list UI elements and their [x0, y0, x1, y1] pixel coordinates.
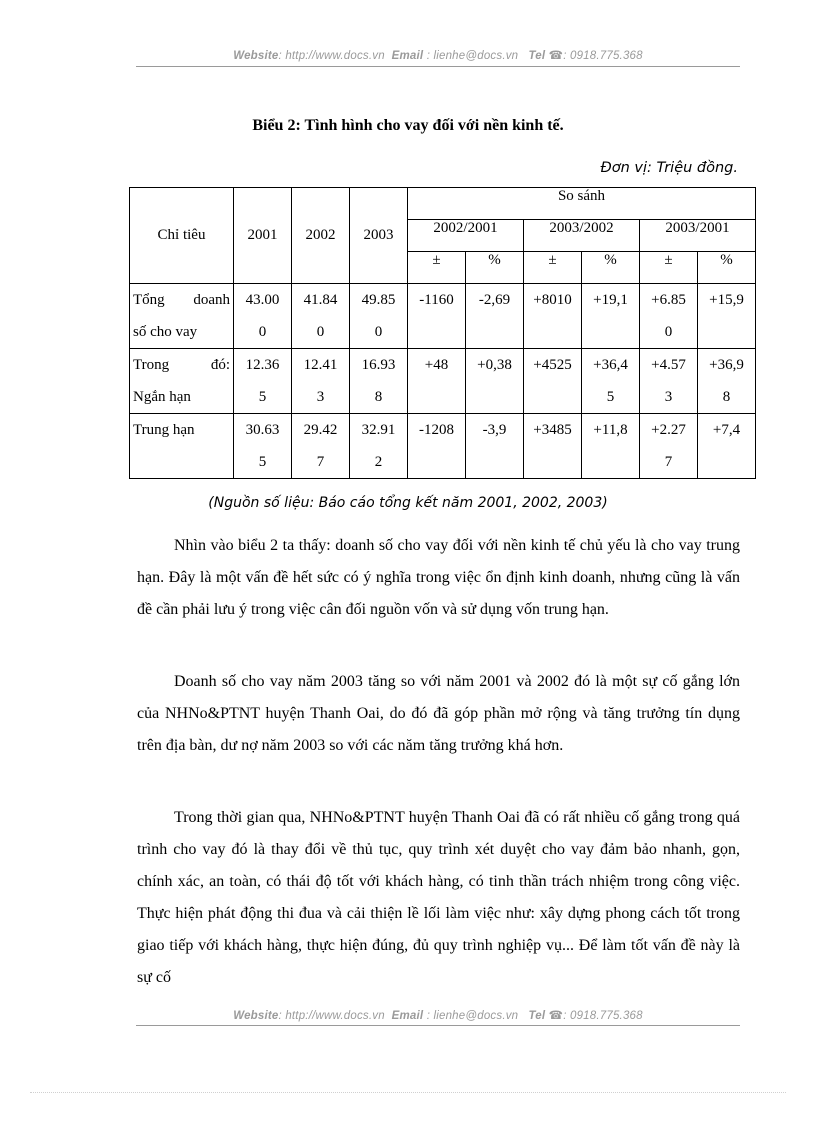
cell-2001: 12.36 5	[234, 349, 292, 414]
header-diff: ±	[524, 252, 582, 284]
header-indicator: Chỉ tiêu	[130, 188, 234, 284]
website-label: Website	[233, 1010, 279, 1022]
tel-label: Tel	[528, 50, 546, 62]
cell-2002: 41.84 0	[292, 284, 350, 349]
cell-2003: 16.93 8	[350, 349, 408, 414]
cell-diff-3: +4.57 3	[640, 349, 698, 414]
header-diff: ±	[408, 252, 466, 284]
header-rule	[136, 66, 740, 67]
cell-pct-2: +11,8	[582, 414, 640, 479]
body-paragraph: Nhìn vào biểu 2 ta thấy: doanh số cho vay đối với nền kinh tế chủ yếu là cho vay trung hạn. Đây là một vấn đề hết sức có ý nghĩa trong việc ổn định kinh doanh, nhưng cũng là vấn đề cần phải lưu ý trong việc cân đối nguồn vốn và sử dụng vốn trung hạn.	[137, 537, 740, 618]
header-compare: So sánh	[408, 188, 756, 220]
cell-pct-3: +7,4	[698, 414, 756, 479]
body-paragraph: Doanh số cho vay năm 2003 tăng so với năm 2001 và 2002 đó là một sự cố gắng lớn của NHNo&PTNT huyện Thanh Oai, do đó đã góp phần mở rộng và tăng trưởng tín dụng trên địa bàn, dư nợ năm 2003 so với các năm tăng trưởng khá hơn.	[137, 673, 740, 754]
header-period-2003-2002: 2003/2002	[524, 220, 640, 252]
email-value: : lienhe@docs.vn	[426, 1010, 519, 1022]
website-value: : http://www.docs.vn	[278, 50, 385, 62]
cell-pct-1: +0,38	[466, 349, 524, 414]
cell-2002: 29.42 7	[292, 414, 350, 479]
website-value: : http://www.docs.vn	[278, 1010, 385, 1022]
cell-pct-2: +36,4 5	[582, 349, 640, 414]
table-row	[130, 414, 756, 479]
header-period-2002-2001: 2002/2001	[408, 220, 524, 252]
row-label: Trong đó: Ngắn hạn	[130, 349, 234, 414]
cell-pct-3: +36,9 8	[698, 349, 756, 414]
tel-value: : 0918.775.368	[563, 1010, 643, 1022]
cell-diff-1: -1160	[408, 284, 466, 349]
header-pct: %	[698, 252, 756, 284]
cell-pct-1: -2,69	[466, 284, 524, 349]
table-row	[130, 349, 756, 414]
footer-rule	[136, 1025, 740, 1026]
cell-2001: 30.63 5	[234, 414, 292, 479]
tel-label: Tel	[528, 1010, 546, 1022]
cell-diff-2: +8010	[524, 284, 582, 349]
unit-note: Đơn vị: Triệu đồng.	[600, 160, 738, 176]
cell-pct-1: -3,9	[466, 414, 524, 479]
cell-2001: 43.00 0	[234, 284, 292, 349]
cell-pct-2: +19,1	[582, 284, 640, 349]
body-paragraph: Trong thời gian qua, NHNo&PTNT huyện Thanh Oai đã có rất nhiều cố gắng trong quá trình cho vay đó là thay đổi về thủ tục, quy trình xét duyệt cho vay đảm bảo nhanh, gọn, chính xác, an toàn, có thái độ tốt với khách hàng, có tinh thần trách nhiệm trong công việc. Thực hiện phát động thi đua và cải thiện lề lối làm việc như: xây dựng phong cách tốt trong giao tiếp với khách hàng, thực hiện đúng, đủ quy trình nghiệp vụ... Để làm tốt vấn đề này là sự cố	[137, 809, 740, 986]
header-year-2003: 2003	[350, 188, 408, 284]
cell-diff-2: +4525	[524, 349, 582, 414]
header-pct: %	[466, 252, 524, 284]
phone-icon: ☎	[548, 50, 564, 62]
table-row	[130, 284, 756, 349]
header-diff: ±	[640, 252, 698, 284]
phone-icon: ☎	[548, 1010, 564, 1022]
cell-2002: 12.41 3	[292, 349, 350, 414]
cell-diff-1: -1208	[408, 414, 466, 479]
page-footer	[136, 1008, 740, 1022]
loan-table	[129, 187, 756, 479]
cell-diff-2: +3485	[524, 414, 582, 479]
cell-2003: 32.91 2	[350, 414, 408, 479]
email-label: Email	[391, 1010, 424, 1022]
page-header	[136, 48, 740, 62]
cell-diff-3: +6.85 0	[640, 284, 698, 349]
header-period-2003-2001: 2003/2001	[640, 220, 756, 252]
table-source: (Nguồn số liệu: Báo cáo tổng kết năm 2001, 2002, 2003)	[208, 495, 608, 511]
tel-value: : 0918.775.368	[563, 50, 643, 62]
cell-diff-3: +2.27 7	[640, 414, 698, 479]
page-edge-divider	[30, 1092, 786, 1093]
cell-diff-1: +48	[408, 349, 466, 414]
cell-2003: 49.85 0	[350, 284, 408, 349]
table-title: Biểu 2: Tình hình cho vay đối với nền kinh tế.	[252, 117, 564, 134]
row-label: Tổng doanh số cho vay	[130, 284, 234, 349]
website-label: Website	[233, 50, 279, 62]
row-label: Trung hạn	[130, 414, 234, 479]
header-pct: %	[582, 252, 640, 284]
email-label: Email	[391, 50, 424, 62]
header-year-2002: 2002	[292, 188, 350, 284]
cell-pct-3: +15,9	[698, 284, 756, 349]
email-value: : lienhe@docs.vn	[426, 50, 519, 62]
header-year-2001: 2001	[234, 188, 292, 284]
